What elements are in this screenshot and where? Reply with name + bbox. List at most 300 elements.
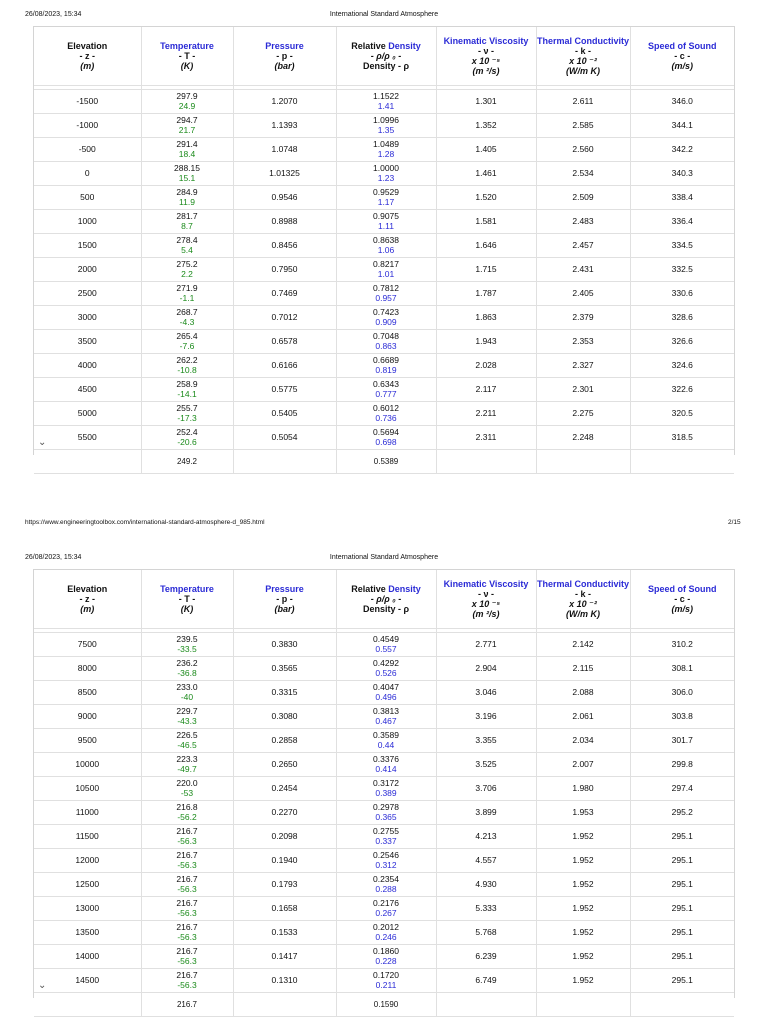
cell-temperature xyxy=(141,897,233,921)
temp-kelvin: 262.2 xyxy=(176,355,198,365)
cell-density xyxy=(336,945,436,969)
cell-pressure: 0.2454 xyxy=(233,777,336,801)
temp-celsius: -36.8 xyxy=(177,667,197,678)
cell-pressure: 0.2858 xyxy=(233,729,336,753)
temp-kelvin: 216.7 xyxy=(176,922,198,932)
cell-conductivity: 2.457 xyxy=(536,234,630,258)
density-value: 0.777 xyxy=(375,388,397,399)
cell-temperature xyxy=(141,402,233,426)
cell-pressure: 0.1793 xyxy=(233,873,336,897)
col-viscosity[interactable]: Kinematic Viscosity - ν - x 10 ⁻⁵ (m ²/s) xyxy=(436,27,536,86)
table-row xyxy=(34,753,734,777)
cell-conductivity: 1.952 xyxy=(536,945,630,969)
cell-temperature xyxy=(141,306,233,330)
cell-viscosity: 3.525 xyxy=(436,753,536,777)
cell-conductivity: 2.007 xyxy=(536,753,630,777)
temp-kelvin: 216.7 xyxy=(176,874,198,884)
cell-sound: 318.5 xyxy=(630,426,734,450)
table-row xyxy=(34,210,734,234)
col-temperature[interactable]: Temperature - T - (K) xyxy=(141,27,233,86)
cell-pressure: 0.8456 xyxy=(233,234,336,258)
cell-density xyxy=(336,849,436,873)
density-value: 0.228 xyxy=(375,955,397,966)
cell-temperature xyxy=(141,330,233,354)
relative-density: 0.6343 xyxy=(373,379,399,389)
temp-kelvin: 265.4 xyxy=(176,331,198,341)
cell-viscosity: 4.930 xyxy=(436,873,536,897)
relative-density: 0.7048 xyxy=(373,331,399,341)
cell-density xyxy=(336,426,436,450)
chevron-down-icon[interactable]: ⌄ xyxy=(38,980,47,991)
print-date: 26/08/2023, 15:34 xyxy=(25,554,82,561)
temp-celsius: -33.5 xyxy=(177,643,197,654)
density-value: 0.526 xyxy=(375,667,397,678)
relative-density: 1.1522 xyxy=(373,91,399,101)
cell-temperature xyxy=(141,705,233,729)
cell-temperature xyxy=(141,777,233,801)
cell-pressure: 0.5405 xyxy=(233,402,336,426)
temp-celsius: -7.6 xyxy=(179,340,195,351)
temp-celsius: -46.5 xyxy=(177,739,197,750)
cell-density xyxy=(336,258,436,282)
table-row xyxy=(34,234,734,258)
cell-conductivity: 2.534 xyxy=(536,162,630,186)
col-density[interactable]: Relative Density - ρ/ρ ₀ - Density - ρ xyxy=(336,27,436,86)
relative-density: 0.1860 xyxy=(373,946,399,956)
temp-celsius: -56.3 xyxy=(177,955,197,966)
cell-viscosity: 3.196 xyxy=(436,705,536,729)
cell-density xyxy=(336,681,436,705)
density-value: 0.414 xyxy=(375,763,397,774)
cell-elevation: -500 xyxy=(34,138,141,162)
cell-pressure: 1.01325 xyxy=(233,162,336,186)
cell-viscosity: 1.787 xyxy=(436,282,536,306)
cell-temperature xyxy=(141,210,233,234)
cell-density xyxy=(336,282,436,306)
cell-temperature xyxy=(141,258,233,282)
temp-kelvin: 268.7 xyxy=(176,307,198,317)
cell-sound: 330.6 xyxy=(630,282,734,306)
cell-sound: 322.6 xyxy=(630,378,734,402)
cell-sound: 338.4 xyxy=(630,186,734,210)
temp-kelvin: 216.7 xyxy=(176,946,198,956)
cell-conductivity: 2.034 xyxy=(536,729,630,753)
cell-density: 0.1590 xyxy=(336,993,436,1017)
cell-density xyxy=(336,921,436,945)
cell-temperature xyxy=(141,921,233,945)
relative-density: 0.2546 xyxy=(373,850,399,860)
cell-viscosity: 6.749 xyxy=(436,969,536,993)
density-value: 1.28 xyxy=(377,148,395,159)
col-sound[interactable]: Speed of Sound - c - (m/s) xyxy=(630,570,734,629)
cell-elevation: 12500 xyxy=(34,873,141,897)
temp-celsius: -10.8 xyxy=(177,364,197,375)
temp-kelvin: 278.4 xyxy=(176,235,198,245)
temp-celsius: -1.1 xyxy=(179,292,195,303)
cell-density xyxy=(336,873,436,897)
temp-kelvin: 271.9 xyxy=(176,283,198,293)
cell-conductivity: 1.952 xyxy=(536,921,630,945)
table-row xyxy=(34,330,734,354)
cell-sound: 328.6 xyxy=(630,306,734,330)
cell-viscosity: 1.405 xyxy=(436,138,536,162)
temp-celsius: -20.6 xyxy=(177,436,197,447)
density-value: 1.11 xyxy=(378,220,394,231)
cell-sound: 295.1 xyxy=(630,849,734,873)
density-value: 0.337 xyxy=(375,835,397,846)
table-row xyxy=(34,681,734,705)
cell-temperature xyxy=(141,873,233,897)
table-row xyxy=(34,921,734,945)
cell-viscosity: 2.904 xyxy=(436,657,536,681)
cell-sound: 326.6 xyxy=(630,330,734,354)
temp-celsius: -56.3 xyxy=(177,883,197,894)
cell-viscosity: 1.352 xyxy=(436,114,536,138)
cell-sound: 346.0 xyxy=(630,90,734,114)
cell-conductivity: 1.952 xyxy=(536,849,630,873)
cell-sound: 336.4 xyxy=(630,210,734,234)
table-body xyxy=(34,86,734,474)
cell-pressure: 1.2070 xyxy=(233,90,336,114)
density-value: 0.312 xyxy=(375,859,397,870)
cell-density xyxy=(336,753,436,777)
cell-viscosity: 6.239 xyxy=(436,945,536,969)
cell-conductivity: 1.980 xyxy=(536,777,630,801)
col-conductivity[interactable]: Thermal Conductivity - k - x 10 ⁻² (W/m K) xyxy=(536,27,630,86)
density-value: 0.736 xyxy=(375,412,397,423)
cell-viscosity: 3.899 xyxy=(436,801,536,825)
density-value: 1.41 xyxy=(377,100,395,111)
temp-kelvin: 239.5 xyxy=(176,634,198,644)
relative-density: 0.4047 xyxy=(373,682,399,692)
temp-celsius: -53 xyxy=(180,787,194,798)
cell-conductivity: 2.611 xyxy=(536,90,630,114)
table-row xyxy=(34,90,734,114)
relative-density: 0.1720 xyxy=(373,970,399,980)
temp-kelvin: 233.0 xyxy=(176,682,198,692)
relative-density: 1.0000 xyxy=(373,163,399,173)
col-temperature[interactable]: Temperature - T - (K) xyxy=(141,570,233,629)
cell-elevation: 1500 xyxy=(34,234,141,258)
cell-elevation: 3500 xyxy=(34,330,141,354)
relative-density: 0.2176 xyxy=(373,898,399,908)
cell-density xyxy=(336,234,436,258)
density-value: 0.288 xyxy=(375,883,397,894)
temp-kelvin: 281.7 xyxy=(176,211,198,221)
table-row xyxy=(34,426,734,450)
cell-viscosity: 1.461 xyxy=(436,162,536,186)
temp-kelvin: 288.15 xyxy=(174,163,200,173)
cell-density xyxy=(336,114,436,138)
cell-viscosity: 4.213 xyxy=(436,825,536,849)
relative-density: 0.3376 xyxy=(373,754,399,764)
cell-sound: 324.6 xyxy=(630,354,734,378)
cell-sound: 299.8 xyxy=(630,753,734,777)
relative-density: 0.2012 xyxy=(373,922,399,932)
relative-density: 0.7423 xyxy=(373,307,399,317)
cell-density xyxy=(336,330,436,354)
cell-elevation: 13000 xyxy=(34,897,141,921)
cell-elevation: 1000 xyxy=(34,210,141,234)
table-row xyxy=(34,162,734,186)
table-row-partial xyxy=(34,450,734,474)
cell-temperature xyxy=(141,138,233,162)
cell-sound: 306.0 xyxy=(630,681,734,705)
density-value: 0.698 xyxy=(375,436,397,447)
temp-celsius: -56.3 xyxy=(177,979,197,990)
atmosphere-table xyxy=(34,570,734,1017)
temp-kelvin: 220.0 xyxy=(176,778,198,788)
relative-density: 0.4549 xyxy=(373,634,399,644)
relative-density: 0.6012 xyxy=(373,403,399,413)
cell-pressure: 0.1417 xyxy=(233,945,336,969)
table-row xyxy=(34,186,734,210)
temp-kelvin: 284.9 xyxy=(176,187,198,197)
relative-density: 0.4292 xyxy=(373,658,399,668)
cell-conductivity: 1.952 xyxy=(536,969,630,993)
col-conductivity[interactable]: Thermal Conductivity - k - x 10 ⁻² (W/m K) xyxy=(536,570,630,629)
cell-density xyxy=(336,354,436,378)
cell-elevation: 7500 xyxy=(34,633,141,657)
cell-conductivity: 1.952 xyxy=(536,825,630,849)
table-row xyxy=(34,969,734,993)
cell-pressure: 0.1533 xyxy=(233,921,336,945)
cell-viscosity: 1.646 xyxy=(436,234,536,258)
temp-celsius: 15.1 xyxy=(178,172,196,183)
cell-conductivity: 2.088 xyxy=(536,681,630,705)
cell-temperature xyxy=(141,753,233,777)
cell-temperature xyxy=(141,162,233,186)
cell-sound: 297.4 xyxy=(630,777,734,801)
relative-density: 0.7812 xyxy=(373,283,399,293)
relative-density: 0.9075 xyxy=(373,211,399,221)
table-row xyxy=(34,801,734,825)
cell-pressure: 0.2270 xyxy=(233,801,336,825)
cell-density xyxy=(336,210,436,234)
table-row xyxy=(34,897,734,921)
cell-sound: 295.1 xyxy=(630,945,734,969)
cell-pressure: 1.0748 xyxy=(233,138,336,162)
cell-elevation: 11500 xyxy=(34,825,141,849)
cell-elevation: 14500 xyxy=(34,969,141,993)
density-value: 0.467 xyxy=(375,715,397,726)
temp-kelvin: 275.2 xyxy=(176,259,198,269)
temp-celsius: -40 xyxy=(180,691,194,702)
cell-viscosity: 3.706 xyxy=(436,777,536,801)
cell-viscosity: 3.046 xyxy=(436,681,536,705)
temp-kelvin: 223.3 xyxy=(176,754,198,764)
cell-pressure: 0.5775 xyxy=(233,378,336,402)
cell-sound: 342.2 xyxy=(630,138,734,162)
cell-elevation: 4000 xyxy=(34,354,141,378)
density-value: 1.01 xyxy=(377,268,395,279)
temp-celsius: -17.3 xyxy=(177,412,197,423)
cell-elevation: 3000 xyxy=(34,306,141,330)
cell-pressure: 0.1658 xyxy=(233,897,336,921)
table-frame[interactable] xyxy=(33,569,735,1009)
cell-temperature xyxy=(141,90,233,114)
cell-viscosity: 1.863 xyxy=(436,306,536,330)
cell-pressure: 0.3080 xyxy=(233,705,336,729)
cell-elevation: 8000 xyxy=(34,657,141,681)
cell-conductivity: 2.275 xyxy=(536,402,630,426)
cell-viscosity: 1.581 xyxy=(436,210,536,234)
cell-pressure: 0.6578 xyxy=(233,330,336,354)
col-density[interactable]: Relative Density - ρ/ρ ₀ - Density - ρ xyxy=(336,570,436,629)
cell-conductivity: 2.509 xyxy=(536,186,630,210)
cell-elevation: 10500 xyxy=(34,777,141,801)
temp-celsius: 24.9 xyxy=(178,100,196,111)
relative-density: 0.3172 xyxy=(373,778,399,788)
cell-elevation: -1500 xyxy=(34,90,141,114)
cell-viscosity: 2.211 xyxy=(436,402,536,426)
temp-celsius: 8.7 xyxy=(181,220,193,231)
cell-viscosity: 2.028 xyxy=(436,354,536,378)
temp-celsius: -56.3 xyxy=(177,931,197,942)
cell-density xyxy=(336,897,436,921)
cell-density xyxy=(336,90,436,114)
cell-temperature xyxy=(141,234,233,258)
cell-sound: 295.1 xyxy=(630,825,734,849)
temp-celsius: 18.4 xyxy=(178,148,196,159)
table-row xyxy=(34,849,734,873)
relative-density: 0.3589 xyxy=(373,730,399,740)
cell-sound: 340.3 xyxy=(630,162,734,186)
temp-kelvin: 229.7 xyxy=(176,706,198,716)
print-title: International Standard Atmosphere xyxy=(329,11,439,18)
temp-kelvin: 216.7 xyxy=(176,826,198,836)
cell-pressure: 0.2098 xyxy=(233,825,336,849)
cell-temperature xyxy=(141,114,233,138)
table-row xyxy=(34,354,734,378)
cell-sound: 295.1 xyxy=(630,873,734,897)
cell-temperature xyxy=(141,825,233,849)
cell-temperature xyxy=(141,186,233,210)
cell-temperature xyxy=(141,945,233,969)
table-frame[interactable] xyxy=(33,26,735,466)
cell-pressure: 0.9546 xyxy=(233,186,336,210)
temp-kelvin: 297.9 xyxy=(176,91,198,101)
density-value: 1.06 xyxy=(377,244,395,255)
cell-elevation: 8500 xyxy=(34,681,141,705)
cell-conductivity: 2.483 xyxy=(536,210,630,234)
cell-pressure: 0.3830 xyxy=(233,633,336,657)
table-header-row xyxy=(34,27,734,86)
temp-celsius: 21.7 xyxy=(178,124,196,135)
table-row xyxy=(34,657,734,681)
density-value: 0.365 xyxy=(375,811,397,822)
table-header-row xyxy=(34,570,734,629)
cell-elevation: -1000 xyxy=(34,114,141,138)
cell-density xyxy=(336,825,436,849)
cell-temperature xyxy=(141,849,233,873)
temp-celsius: -49.7 xyxy=(177,763,197,774)
density-value: 1.23 xyxy=(377,172,395,183)
temp-kelvin: 216.8 xyxy=(176,802,198,812)
cell-density xyxy=(336,657,436,681)
cell-temperature xyxy=(141,426,233,450)
cell-conductivity: 2.061 xyxy=(536,705,630,729)
table-row xyxy=(34,729,734,753)
col-sound[interactable]: Speed of Sound - c - (m/s) xyxy=(630,27,734,86)
cell-elevation: 10000 xyxy=(34,753,141,777)
col-pressure[interactable]: Pressure - p - (bar) xyxy=(233,570,336,629)
cell-viscosity: 3.355 xyxy=(436,729,536,753)
cell-sound: 332.5 xyxy=(630,258,734,282)
cell-elevation: 9500 xyxy=(34,729,141,753)
table-row xyxy=(34,138,734,162)
cell-pressure: 0.6166 xyxy=(233,354,336,378)
cell-sound: 320.5 xyxy=(630,402,734,426)
cell-viscosity: 2.117 xyxy=(436,378,536,402)
col-pressure[interactable]: Pressure - p - (bar) xyxy=(233,27,336,86)
density-value: 0.863 xyxy=(375,340,397,351)
cell-pressure: 0.1940 xyxy=(233,849,336,873)
chevron-down-icon[interactable]: ⌄ xyxy=(38,437,47,448)
cell-temperature xyxy=(141,729,233,753)
cell-pressure: 0.7950 xyxy=(233,258,336,282)
table-row xyxy=(34,705,734,729)
cell-temperature xyxy=(141,657,233,681)
cell-density: 0.5389 xyxy=(336,450,436,474)
relative-density: 0.6689 xyxy=(373,355,399,365)
cell-viscosity: 1.943 xyxy=(436,330,536,354)
temp-celsius: 5.4 xyxy=(181,244,193,255)
cell-temperature xyxy=(141,801,233,825)
cell-sound: 334.5 xyxy=(630,234,734,258)
cell-density xyxy=(336,306,436,330)
cell-pressure: 0.7469 xyxy=(233,282,336,306)
table-body xyxy=(34,629,734,1017)
col-viscosity[interactable]: Kinematic Viscosity - ν - x 10 ⁻⁵ (m ²/s) xyxy=(436,570,536,629)
cell-elevation: 500 xyxy=(34,186,141,210)
cell-viscosity: 1.715 xyxy=(436,258,536,282)
cell-conductivity: 2.379 xyxy=(536,306,630,330)
density-value: 0.44 xyxy=(377,739,395,750)
cell-conductivity: 1.953 xyxy=(536,801,630,825)
cell-elevation: 5000 xyxy=(34,402,141,426)
cell-viscosity: 4.557 xyxy=(436,849,536,873)
cell-sound: 295.2 xyxy=(630,801,734,825)
relative-density: 0.2978 xyxy=(373,802,399,812)
print-title: International Standard Atmosphere xyxy=(329,554,439,561)
temp-kelvin: 258.9 xyxy=(176,379,198,389)
cell-elevation: 5500 xyxy=(34,426,141,450)
temp-kelvin: 216.7 xyxy=(176,850,198,860)
temp-kelvin: 236.2 xyxy=(176,658,198,668)
density-value: 0.957 xyxy=(375,292,397,303)
cell-conductivity: 2.431 xyxy=(536,258,630,282)
cell-elevation: 4500 xyxy=(34,378,141,402)
cell-density xyxy=(336,378,436,402)
cell-temperature xyxy=(141,378,233,402)
table-row xyxy=(34,777,734,801)
cell-elevation: 9000 xyxy=(34,705,141,729)
cell-elevation: 12000 xyxy=(34,849,141,873)
cell-temperature xyxy=(141,633,233,657)
cell-density xyxy=(336,633,436,657)
relative-density: 0.3813 xyxy=(373,706,399,716)
temp-celsius: -4.3 xyxy=(179,316,195,327)
table-row xyxy=(34,402,734,426)
table-row xyxy=(34,873,734,897)
page-url: https://www.engineeringtoolbox.com/international-standard-atmosphere-d_985.html xyxy=(25,519,265,526)
cell-pressure: 1.1393 xyxy=(233,114,336,138)
table-row xyxy=(34,378,734,402)
cell-conductivity: 2.405 xyxy=(536,282,630,306)
cell-temperature xyxy=(141,354,233,378)
temp-kelvin: 255.7 xyxy=(176,403,198,413)
